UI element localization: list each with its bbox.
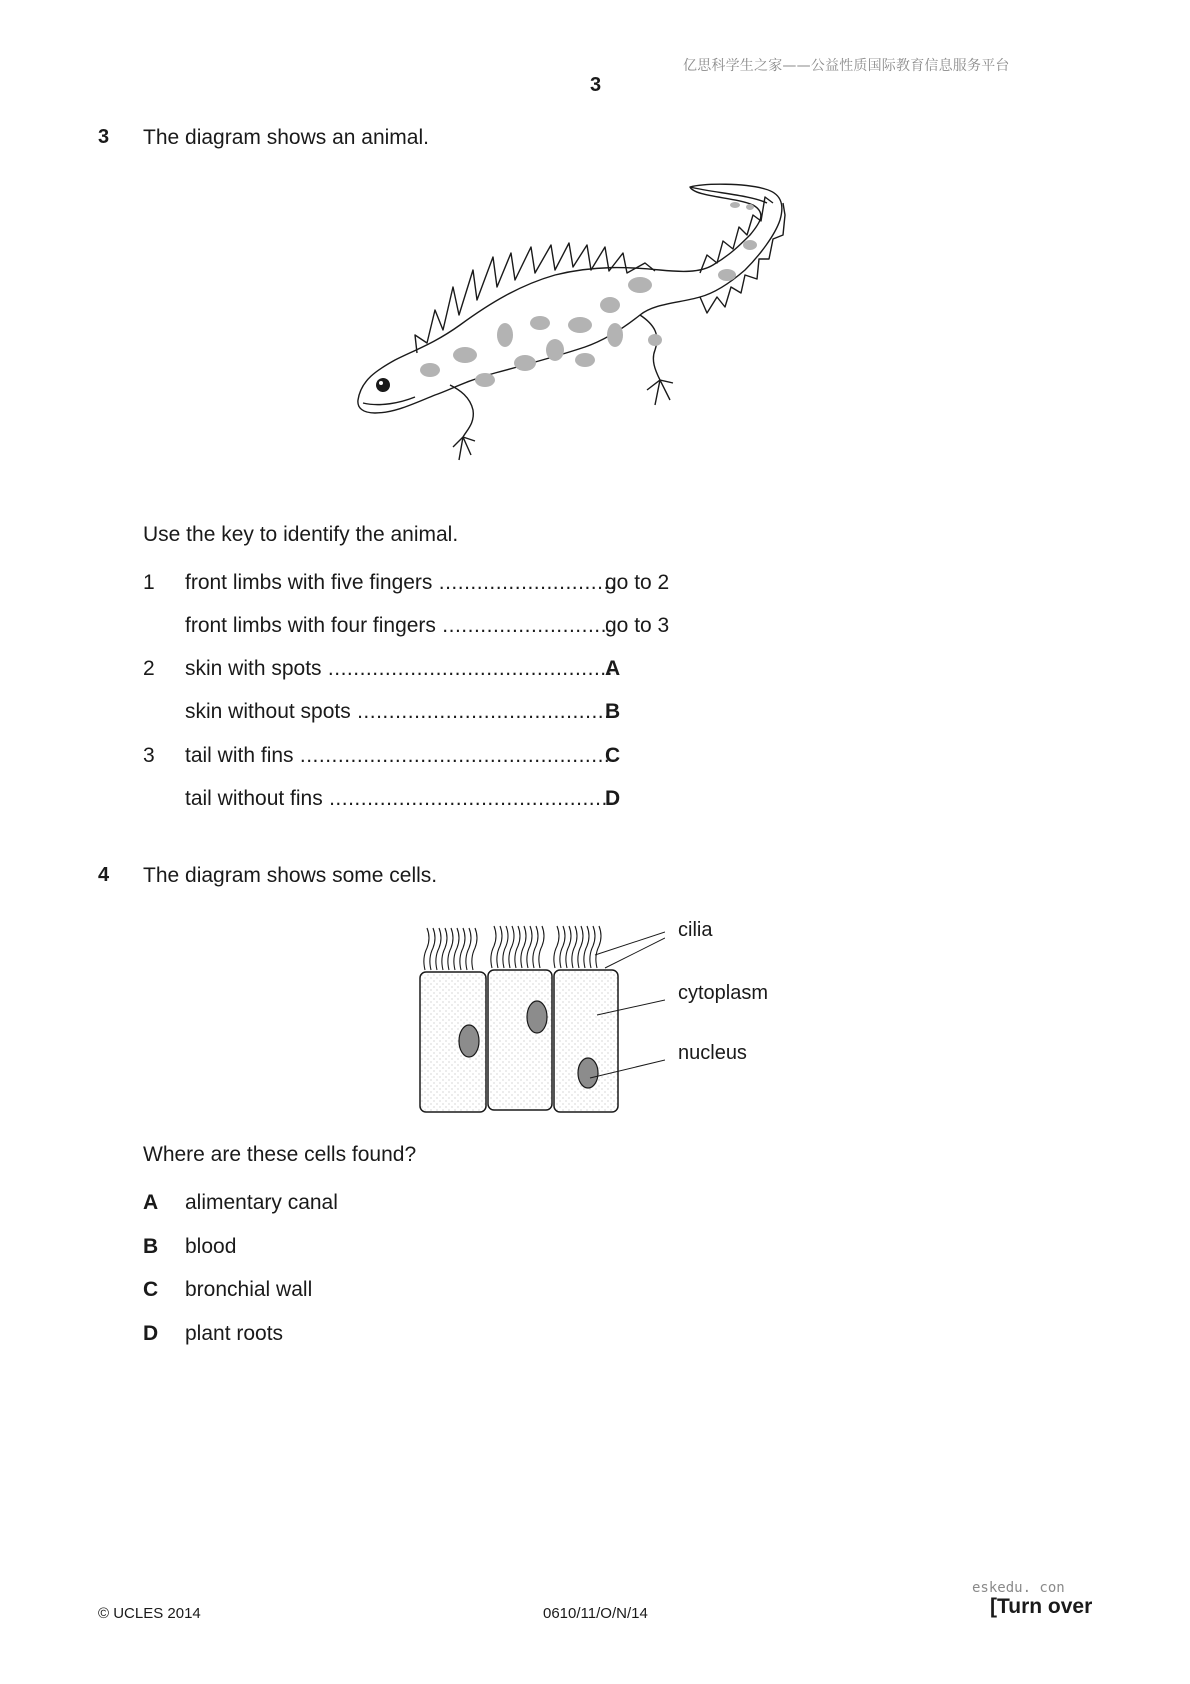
- key-row: [143, 787, 703, 817]
- key-number: 1: [143, 571, 155, 594]
- option-letter: D: [143, 1322, 159, 1345]
- key-description: skin without spots .....: [185, 700, 615, 724]
- key-row: [143, 744, 703, 774]
- cilia-group: [424, 926, 601, 970]
- page-number: 3: [590, 74, 602, 96]
- newt-tail-fin: [700, 203, 785, 313]
- newt-diagram: [355, 175, 845, 505]
- key-description: skin with spots .....: [185, 657, 615, 681]
- question-3-number: 3: [98, 126, 110, 148]
- label-cilia: cilia: [678, 919, 713, 941]
- key-description: tail with fins .....: [185, 744, 615, 768]
- option-letter: B: [143, 1235, 159, 1258]
- key-result: go to 2: [605, 571, 670, 594]
- key-description: front limbs with five fingers .....: [185, 571, 615, 595]
- key-result: go to 3: [605, 614, 670, 637]
- nucleus-right: [578, 1058, 598, 1088]
- key-result: C: [605, 744, 621, 767]
- key-result: B: [605, 700, 621, 723]
- newt-hind-leg: [640, 315, 673, 405]
- key-result: A: [605, 657, 621, 680]
- footer-watermark: eskedu. con: [972, 1580, 1065, 1596]
- nucleus-left: [459, 1025, 479, 1057]
- option-letter: C: [143, 1278, 159, 1301]
- question-3-instruction: Use the key to identify the animal.: [143, 523, 459, 546]
- footer-copyright: © UCLES 2014: [98, 1605, 201, 1622]
- cells-diagram: [415, 920, 665, 1120]
- newt-eye: [376, 378, 390, 392]
- nucleus-middle: [527, 1001, 547, 1033]
- question-4-stem: The diagram shows some cells.: [143, 864, 438, 887]
- question-3-stem: The diagram shows an animal.: [143, 126, 429, 149]
- key-row: [143, 657, 703, 687]
- cell-middle: [488, 970, 552, 1110]
- key-result: D: [605, 787, 621, 810]
- key-number: 2: [143, 657, 155, 680]
- cell-right: [554, 970, 618, 1112]
- question-4-prompt: Where are these cells found?: [143, 1143, 417, 1166]
- option-text: plant roots: [185, 1322, 284, 1345]
- turn-over-label: [Turn over: [990, 1595, 1093, 1618]
- option-letter: A: [143, 1191, 159, 1214]
- footer-paper-code: 0610/11/O/N/14: [543, 1605, 648, 1622]
- option-text: blood: [185, 1235, 237, 1258]
- key-description: tail without fins .....: [185, 787, 615, 811]
- newt-front-leg: [450, 385, 475, 460]
- key-number: 3: [143, 744, 155, 767]
- option-text: bronchial wall: [185, 1278, 313, 1301]
- option-text: alimentary canal: [185, 1191, 338, 1214]
- label-cytoplasm: cytoplasm: [678, 982, 769, 1004]
- key-description: front limbs with four fingers .....: [185, 614, 615, 638]
- label-nucleus: nucleus: [678, 1042, 747, 1064]
- key-row: [143, 700, 703, 730]
- key-row: [143, 571, 703, 601]
- key-row: [143, 614, 703, 644]
- question-4-number: 4: [98, 864, 110, 886]
- newt-tail-crest: [700, 197, 773, 273]
- header-watermark: 亿思科学生之家——公益性质国际教育信息服务平台: [683, 58, 1010, 74]
